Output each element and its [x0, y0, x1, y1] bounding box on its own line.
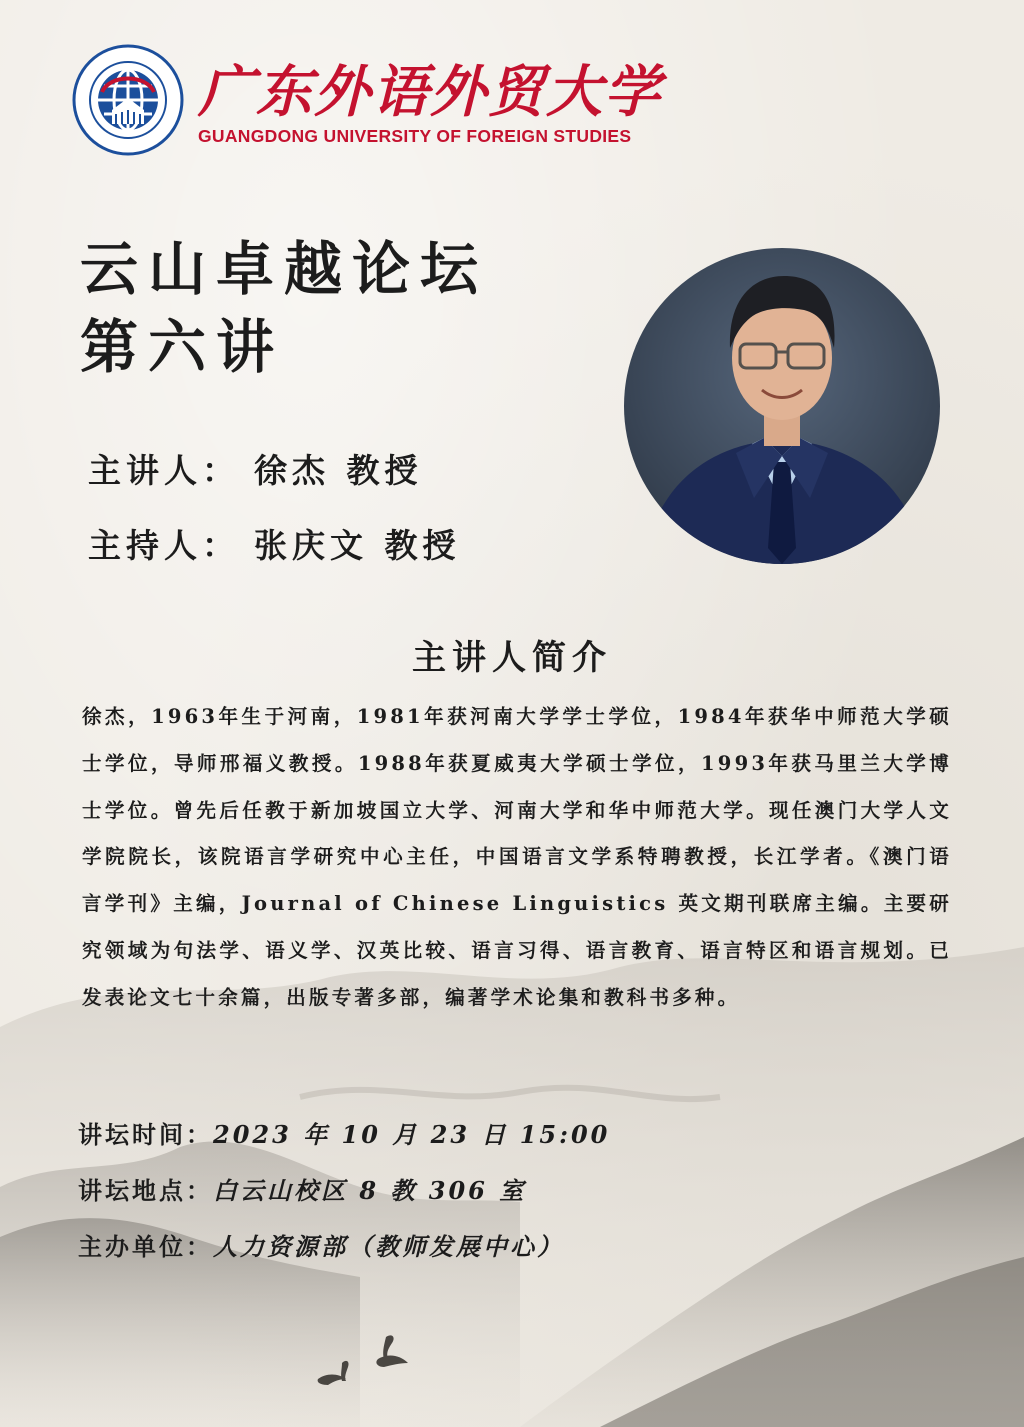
event-time-value: 2023 年 10 月 23 日 15:00: [213, 1120, 611, 1149]
bio-heading: 主讲人简介: [412, 638, 612, 678]
lecture-number: 第六讲: [80, 313, 285, 381]
speaker-portrait: [624, 248, 940, 564]
speaker-name: 徐杰 教授: [254, 451, 423, 490]
speaker-line: [88, 445, 423, 492]
speaker-bio: 徐杰，1963年生于河南，1981年获河南大学学士学位，1984年获华中师范大学硕士学位，导师邢福义教授。1988年获夏威夷大学硕士学位，1993年获马里兰大学博士学位。曾先后任教于新加坡国立大学、河南大学和华中师范大学。现任澳门大学人文学院院长，该院语言学研究中心主任，中国语言文学系特聘教授，长江学者。《澳门语言学刊》主编，Journal of Chinese Linguistics 英文期刊联席主编。主要研究领域为句法学、语义学、汉英比较、语言习得、语言教育、语言特区和语言规划。已发表论文七十余篇，出版专著多部，编著学术论集和教科书多种。: [82, 705, 952, 1009]
organizer-value: 人力资源部（教师发展中心）: [213, 1232, 564, 1261]
speaker-label: 主讲人：: [88, 451, 240, 490]
host-label: 主持人：: [88, 526, 240, 565]
host-line: [88, 520, 461, 567]
event-time-label: 讲坛时间：: [78, 1120, 213, 1149]
organizer-line: [78, 1227, 564, 1262]
university-seal-icon: [72, 44, 184, 156]
host-name: 张庆文 教授: [254, 526, 461, 565]
organizer-label: 主办单位：: [78, 1232, 213, 1261]
event-place-label: 讲坛地点：: [78, 1176, 213, 1205]
university-name-en: GUANGDONG UNIVERSITY OF FOREIGN STUDIES: [198, 126, 632, 146]
event-place-value: 白云山校区 8 教 306 室: [213, 1176, 527, 1205]
event-place-line: [78, 1171, 526, 1206]
university-name-cn: 广东外语外贸大学: [198, 59, 662, 125]
event-time-line: [78, 1115, 610, 1150]
forum-title: 云山卓越论坛: [80, 235, 489, 303]
